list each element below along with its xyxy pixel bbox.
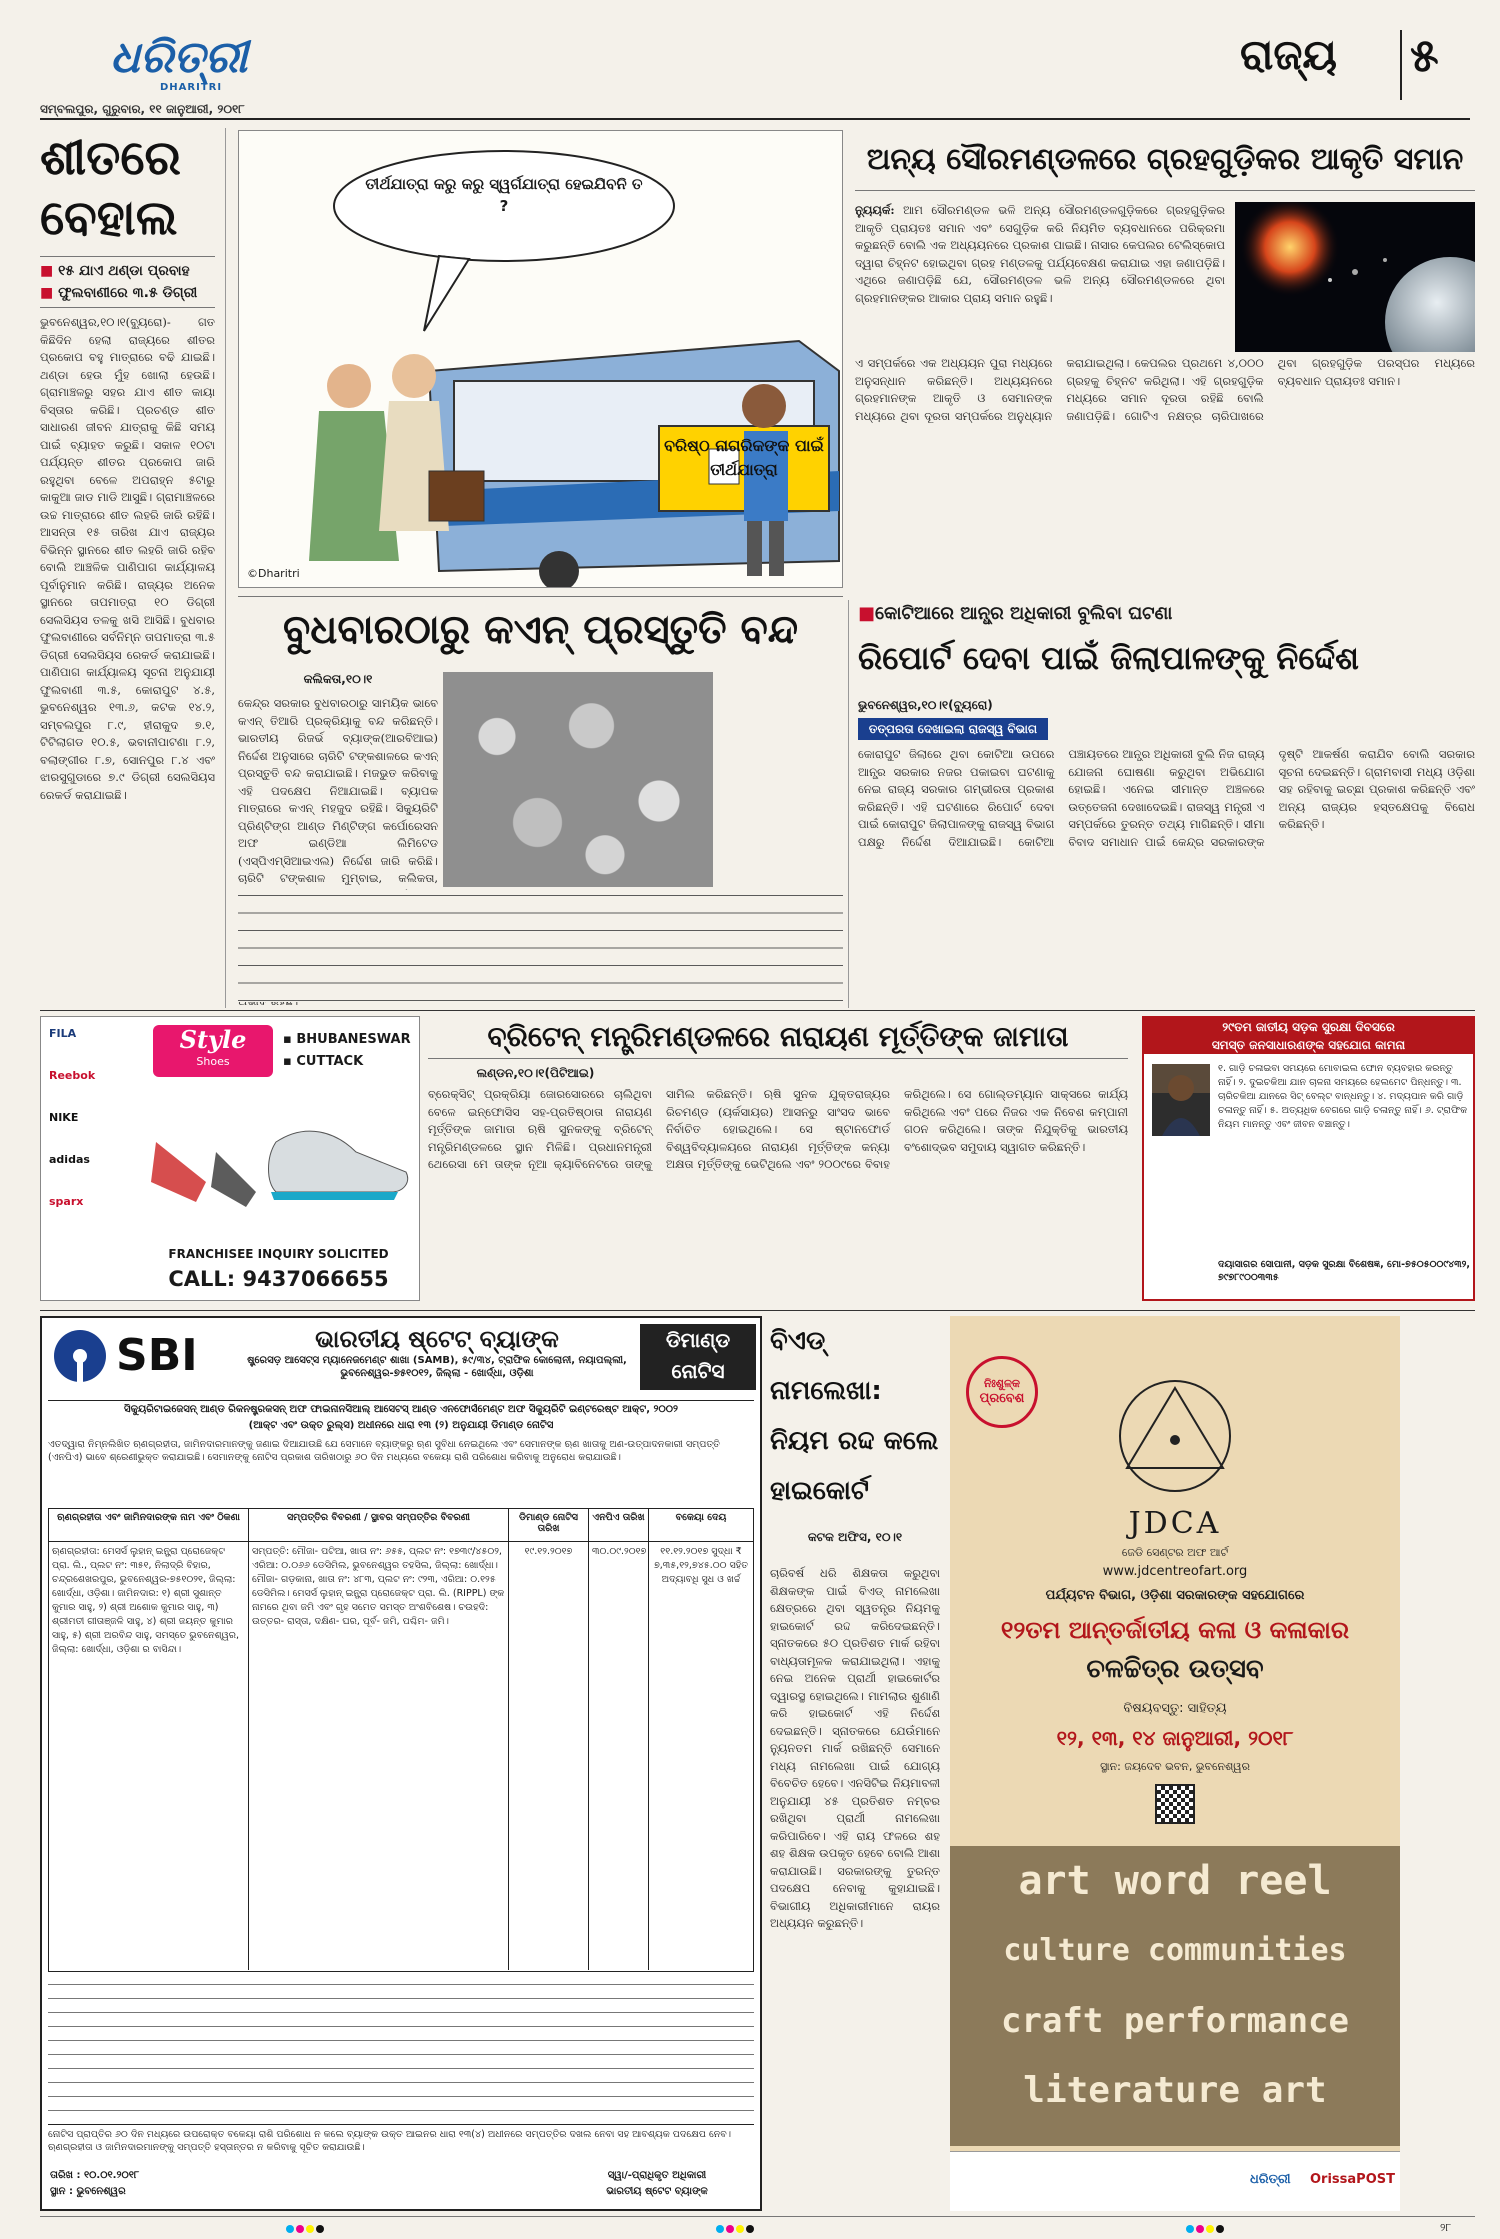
coin-body: କେନ୍ଦ୍ର ସରକାର ବୁଧବାରଠାରୁ ସାମୟିକ ଭାବେ କଏନ୍ ତିଆରି ପ୍ରକ୍ରିୟାକୁ ବନ୍ଦ କରିଛନ୍ତି। ଭାରତୀୟ ରିଜର୍ଭ ବ୍ୟାଙ୍କ(ଆରବିଆଇ) ନିର୍ଦ୍ଦେଶ ଅନୁସାରେ ଚାରିଟି ଟଙ୍କଶାଳରେ କଏନ୍ ପ୍ରସ୍ତୁତି ବନ୍ଦ କରାଯାଇଛି। ମଜଭୁତ କରିବାକୁ ଏହି ପଦକ୍ଷେପ ନିଆଯାଇଛି। ବ୍ୟାପକ ମାତ୍ରାରେ କଏନ୍ ମହଜୁଦ ରହିଛି। ସିକ୍ୟୁରିଟି ପ୍ରିଣ୍ଟିଙ୍ଗ ଆଣ୍ଡ ମିଣ୍ଟିଙ୍ଗ କର୍ପୋରେସନ ଅଫ ଇଣ୍ଡିଆ ଲିମିଟେଡ (ଏସ୍‌ପିଏମ୍‌ସିଆଇଏଲ) ନିର୍ଦ୍ଦେଶ ଜାରି କରିଛି। ଚାରିଟି ଟଙ୍କଶାଳ ମୁମ୍ବାଇ, କଲିକତା, — [238, 696, 438, 885]
style-cities: ▪ BHUBANESWAR ▪ CUTTACK — [283, 1032, 411, 1069]
star-glow — [1240, 202, 1340, 297]
safety-photo — [1152, 1064, 1210, 1136]
logo-text: ଧରିତ୍ରୀ — [110, 32, 248, 83]
cold-bullet-1: ■ ୧୫ ଯାଏ ଥଣ୍ଡା ପ୍ରବାହ — [40, 263, 190, 279]
coin-photo — [443, 672, 713, 887]
festival-theme: ବିଷୟବସ୍ତୁ: ସାହିତ୍ୟ — [1123, 1701, 1227, 1716]
jdca-festival-ad[interactable] — [950, 1316, 1400, 2211]
brand-logo-4: adidas — [49, 1153, 90, 1166]
call-number[interactable]: CALL: 9437066655 — [168, 1267, 389, 1291]
sbi-date: ତାରିଖ : ୧୦.୦୧.୨୦୧୮ — [50, 2170, 140, 2181]
britain-headline: ବ୍ରିଟେନ୍ ମନ୍ତ୍ରିମଣ୍ଡଳରେ ନାରାୟଣ ମୂର୍ତ୍ତିଙ୍କ ଜାମାତା — [428, 1016, 1128, 1059]
sbi-bank-info — [242, 1324, 632, 1396]
bus-banner-text: ବରିଷ୍ଠ ନାଗରିକଙ୍କ ପାଇଁ ତୀର୍ଥଯାତ୍ରା — [664, 436, 824, 479]
solar-body-2: ଏ ସମ୍ପର୍କରେ ଏକ ଅଧ୍ୟୟନ ପୁରା ମଧ୍ୟରେ ଅନୁସନ୍ଧାନ କରିଛନ୍ତି। ଅଧ୍ୟୟନରେ ଗ୍ରହମାନଙ୍କ ଆକୃତି ଓ ସେମାନଙ୍କ ମଧ୍ୟରେ ଥିବା ଦୂରତା ସମ୍ପର୍କରେ ଅନୁଧ୍ୟାନ କରାଯାଇଥିଲା। କେପଲର ପ୍ରଥମେ ୪,୦୦୦ ଗ୍ରହକୁ ଚିହ୍ନଟ କରିଥିଲା। ଏହି ଗ୍ରହଗୁଡ଼ିକ ମଧ୍ୟରେ ସମାନ ଦୂରତା ରହିଛି ବୋଲି ଜଣାପଡ଼ିଛି। ଗୋଟିଏ ନକ୍ଷତ୍ର ଚାରିପାଖରେ ଥିବା ଗ୍ରହଗୁଡ଼ିକ ପରସ୍ପର ମଧ୍ୟରେ ବ୍ୟବଧାନ ପ୍ରାୟତଃ ସମାନ। — [855, 356, 1475, 423]
sponsor-strip — [950, 2151, 1400, 2211]
cold-body: ଭୁବନେଶ୍ୱର,୧୦।୧(ବ୍ୟୁରୋ)- ଗତ କିଛିଦିନ ହେଲା ରାଜ୍ୟରେ ଶୀତର ପ୍ରକୋପ ବହୁ ମାତ୍ରାରେ ବଢି ଯାଇଛି। ଥଣ୍ଡା ହେଉ ମୁଁହ ଖୋଲା ହେଉଛି। ଗ୍ରାମାଞ୍ଚଳରୁ ସହର ଯାଏ ଶୀତ କାୟା ବିସ୍ତାର କରିଛି। ପ୍ରଚଣ୍ଡ ଶୀତ ସାଧାରଣ ଜୀବନ ଯାତ୍ରାକୁ କିଛି ସମୟ ପାଇଁ ବ୍ୟାହତ କରୁଛି। ସକାଳ ୧୦ଟା ପର୍ଯ୍ୟନ୍ତ ଶୀତର ପ୍ରକୋପ ଜାରି ରହୁଥିବା ବେଳେ ଅପରାହ୍ନ ୫ଟାରୁ କାକୁଆ ଜାଡ ମାଡି ଆସୁଛି। ଗ୍ରାମାଞ୍ଚଳରେ ଉଚ୍ଚ ମାତ୍ରାରେ ଶୀତ ଲହରି ଜାରି ରହିଛି। ଆସନ୍ତା ୧୫ ତାରିଖ ଯାଏ ରାଜ୍ୟର ବିଭିନ୍ନ ସ୍ଥାନରେ ଶୀତ ଲହରି ଜାରି ରହିବ ବୋଲି ଆଞ୍ଚଳିକ ପାଣିପାଗ କାର୍ଯ୍ୟାଳୟ ପୂର୍ବାନୁମାନ କରିଛି। ରାଜ୍ୟର ଅନେକ ସ୍ଥାନରେ ତାପମାତ୍ରା ୧୦ ଡିଗ୍ରୀ ସେଲସିୟସ ତଳକୁ ଖସି ଆସିଛି। ବୁଧବାର ଫୁଲବାଣୀରେ ସର୍ବନିମ୍ନ ତାପମାତ୍ରା ୩.୫ ଡିଗ୍ରୀ ସେଲସିୟସ ରେକର୍ଡ କରାଯାଇଛି। ପାଣିପାଗ କାର୍ଯ୍ୟାଳୟ ସୂଚନା ଅନୁଯାୟୀ ଫୁଲବାଣୀ ୩.୫, କୋରାପୁଟ ୪.୫, ଭୁବନେଶ୍ୱର ୧୩.୬, କଟକ ୧୪.୨, ସମ୍ବଲପୁର ୮.୯, ହୀରାକୁଦ ୭.୧, ଟିଟିଲାଗଡ ୧୦.୫, ଭବାନୀପାଟଣା ୮.୨, ବଲାଙ୍ଗୀର ୮.୭, ସୋନପୁର ୮.୪ ଏବଂ ଝାରସୁଗୁଡାରେ ୭.୯ ଡିଗ୍ରୀ ସେଲସିୟସ ରେକର୍ଡ କରାଯାଇଛି। — [40, 315, 215, 802]
cartoon — [238, 130, 843, 588]
koraput-article — [858, 600, 1475, 1005]
solar-dateline: ନ୍ୟୁୟର୍କ: — [855, 203, 895, 217]
festival-title-1: ୧୨ତମ ଆନ୍ତର୍ଜାତୀୟ କଳା ଓ କଳାକାର — [1000, 1616, 1350, 1644]
solar-headline: ଅନ୍ୟ ସୌରମଣ୍ଡଳରେ ଗ୍ରହଗୁଡ଼ିକର ଆକୃତି ସମାନ — [855, 130, 1475, 191]
sbi-sign-1: ସ୍ୱା/-ପ୍ରାଧିକୃତ ଅଧିକାରୀ — [607, 2170, 707, 2181]
shoe-display — [136, 1082, 416, 1232]
koraput-subhead: ତତ୍ପରତା ଦେଖାଇଲା ରାଜସ୍ୱ ବିଭାଗ — [858, 718, 1048, 740]
art-words-banner — [950, 1846, 1400, 2146]
bed-headline-2: ନିୟମ ରଦ୍ଦ କଲେ — [770, 1426, 939, 1456]
cartoon-credit: ©Dharitri — [247, 567, 300, 580]
britain-dateline: ଲଣ୍ଡନ,୧୦।୧(ପିଟିଆଇ) — [476, 1066, 595, 1080]
jdca-emblem — [1115, 1376, 1235, 1496]
solar-body-1-text: ଆମ ସୌରମଣ୍ଡଳ ଭଳି ଅନ୍ୟ ସୌରମଣ୍ଡଳଗୁଡ଼ିକରେ ଗ୍ରହଗୁଡ଼ିକର ଆକୃତି ପ୍ରାୟତଃ ସମାନ ଏବଂ ସେଗୁଡ଼ିକ କରି ନିୟମିତ ବ୍ୟବଧାନରେ ପରିକ୍ରମା କରୁଛନ୍ତି ବୋଲି ଏକ ଅଧ୍ୟୟନରେ ପ୍ରକାଶ ପାଇଛି। ନାସାର କେପଲର ଟେଲିସ୍କୋପ ଦ୍ୱାରା ଚିହ୍ନଟ ହୋଇଥିବା ଗ୍ରହ ମଣ୍ଡଳକୁ ପର୍ଯ୍ୟବେକ୍ଷଣ କରାଯାଇ ଏହା ଜଣାପଡ଼ିଛି। ଏଥିରେ ଜଣାପଡ଼ିଛି ଯେ, ସୌରମଣ୍ଡଳ ଭଳି ଅନ୍ୟ ସୌରମଣ୍ଡଳରେ ଥିବା ଗ୍ରହମାନଙ୍କର ଆକାର ପ୍ରାୟ ସମାନ ରହୁଛି। — [855, 203, 1225, 305]
badge-line-2: ପ୍ରବେଶ — [979, 1391, 1025, 1406]
th-property: ସମ୍ପତ୍ତିର ବିବରଣୀ / ସ୍ଥାବର ସମ୍ପତ୍ତିର ବିବରଣୀ — [249, 1509, 509, 1541]
cold-title-1: ଶୀତରେ — [40, 130, 181, 186]
jdca-url[interactable]: www.jdcentreofart.org — [1102, 1564, 1248, 1579]
demand-notice-line-1: ଡିମାଣ୍ଡ — [665, 1328, 731, 1352]
demand-notice-badge — [640, 1324, 756, 1390]
sbi-place: ସ୍ଥାନ : ଭୁବନେଶ୍ୱର — [50, 2186, 126, 2197]
bed-dateline: କଟକ ଅଫିସ, ୧୦।୧ — [807, 1530, 903, 1544]
sbi-logo-text: SBI — [116, 1330, 198, 1381]
cold-bullet-2-text: ଫୁଲବାଣୀରେ ୩.୫ ଡିଗ୍ରୀ — [58, 285, 198, 301]
sbi-demand-notice — [40, 1316, 762, 2211]
bed-body: ଚାରିବର୍ଷ ଧରି ଶିକ୍ଷକତା କରୁଥିବା ଶିକ୍ଷକଙ୍କ ପାଇଁ ବିଏଡ୍ ନାମଲେଖା କ୍ଷେତ୍ରରେ ଥିବା ସ୍ୱତନ୍ତ୍ର ନିୟମକୁ ହାଇକୋର୍ଟ ରଦ୍ଦ କରିଦେଇଛନ୍ତି। ସ୍ନାତକରେ ୫୦ ପ୍ରତିଶତ ମାର୍କ ରହିବା ବାଧ୍ୟତାମୂଳକ କରାଯାଇଥିଲା। ଏହାକୁ ନେଇ ଅନେକ ପ୍ରାର୍ଥୀ ହାଇକୋର୍ଟର ଦ୍ୱାରସ୍ଥ ହୋଇଥିଲେ। ମାମଲାର ଶୁଣାଣି କରି ହାଇକୋର୍ଟ ଏହି ନିର୍ଦ୍ଦେଶ ଦେଇଛନ୍ତି। ସ୍ନାତକରେ ଯେଉଁମାନେ ନ୍ୟୁନତମ ମାର୍କ ରଖିଛନ୍ତି ସେମାନେ ମଧ୍ୟ ନାମଲେଖା ପାଇଁ ଯୋଗ୍ୟ ବିବେଚିତ ହେବେ। ଏନସିଟିଇ ନିୟମାବଳୀ ଅନୁଯାୟୀ ୪୫ ପ୍ରତିଶତ ନମ୍ବର ରଖିଥିବା ପ୍ରାର୍ଥୀ ନାମଲେଖା କରିପାରିବେ। ଏହି ରାୟ ଫଳରେ ଶହ ଶହ ଶିକ୍ଷକ ଉପକୃତ ହେବେ ବୋଲି ଆଶା କରାଯାଉଛି। ସରକାରଙ୍କୁ ତୁରନ୍ତ ପଦକ୍ଷେପ ନେବାକୁ କୁହାଯାଇଛି। ବିଭାଗୀୟ ଅଧିକାରୀମାନେ ରାୟର ଅଧ୍ୟୟନ କରୁଛନ୍ତି। — [770, 1566, 940, 1930]
th-dues: ବକେୟା ଦେୟ — [675, 1512, 727, 1523]
brand-logo-5: sparx — [49, 1195, 84, 1208]
sbi-table-header — [48, 1508, 754, 1542]
festival-venue: ସ୍ଥାନ: ଜୟଦେବ ଭବନ, ଭୁବନେଶ୍ୱର — [1100, 1760, 1250, 1773]
sbi-branch: ଷ୍ଟ୍ରେସଡ଼ ଆସେଟ୍ସ ମ୍ୟାନେଜମେଣ୍ଟ ଶାଖା (SAMB), ୫୯/୩୪, ଟ୍ରାଫିକ କୋଲୋନୀ, ନୟାପଲ୍ଲୀ, ଭୁବନେଶ୍ୱର-୭୫୧୦୧୨, ଜିଲ୍ଲା - ଖୋର୍ଦ୍ଧା, ଓଡ଼ିଶା — [247, 1355, 627, 1379]
safety-title-1: ୨୯ତମ ଜାତୀୟ ସଡ଼କ ସୁରକ୍ଷା ଦିବସରେ — [1144, 1018, 1473, 1036]
coin-article — [238, 600, 843, 1005]
planet — [1385, 257, 1475, 352]
art-words-2: culture communities — [1003, 1933, 1347, 1968]
td-property: ସମ୍ପତ୍ତି: ମୌଜା- ପଟିଆ, ଖାତା ନଂ: ୬୫୫, ପ୍ଲଟ ନଂ: ୧୭୩୯/୪୫୦୨, ଏରିଆ: ୦.୦୬୬ ଡେସିମିଲ, ଭୁବନେଶ୍ୱର ତହସିଲ, ଜିଲ୍ଲା: ଖୋର୍ଦ୍ଧା। ମୌଜା- ଗଡ଼କାନା, ଖାତା ନଂ: ୪୮୩, ପ୍ଲଟ ନଂ: ୯୨୩, ଏରିଆ: ୦.୧୨୫ ଡେସିମିଲ। ମେସର୍ସ ଲୁହାନ୍ ଇନ୍ଫ୍ରା ପ୍ରୋଜେକ୍ଟ ପ୍ରା. ଲି. (RIPPL) ଙ୍କ ନାମରେ ଥିବା ଜମି ଏବଂ ଗୃହ ସମେତ ସମସ୍ତ ଅଂଶବିଶେଷ। ଚଉହଦି: ଉତ୍ତର- ରାସ୍ତା, ଦକ୍ଷିଣ- ଘର, ପୂର୍ବ- ଜମି, ପଶ୍ଚିମ- ଜମି। — [249, 1542, 509, 1970]
demand-notice-line-2: ନୋଟିସ — [671, 1359, 725, 1383]
brand-logo-2: Reebok — [49, 1069, 96, 1082]
brand-logo-3: NIKE — [49, 1111, 79, 1124]
cold-title-2: ବେହାଲ — [40, 190, 178, 246]
art-words-1: art word reel — [1018, 1858, 1332, 1904]
suitcase — [429, 471, 484, 521]
color-marks-3 — [1186, 2225, 1224, 2233]
road-safety-ad — [1142, 1016, 1475, 1301]
td-borrower: ଋଣଗ୍ରହୀତା: ମେସର୍ସ ଲୁହାନ୍ ଇନ୍ଫ୍ରା ପ୍ରୋଜେକ୍ଟ ପ୍ରା. ଲି., ପ୍ଲଟ ନଂ: ୩୫୧, ନିଲାଦ୍ରି ବିହାର, ଚନ୍ଦ୍ରଶେଖରପୁର, ଭୁବନେଶ୍ୱର-୭୫୧୦୨୧, ଜିଲ୍ଲା: ଖୋର୍ଦ୍ଧା, ଓଡ଼ିଶା। ଜାମିନଦାର: ୧) ଶ୍ରୀ ସୁଶାନ୍ତ କୁମାର ସାହୁ, ୨) ଶ୍ରୀ ଅଶୋକ କୁମାର ସାହୁ, ୩) ଶ୍ରୀମତୀ ଗୀତାଞ୍ଜଳି ସାହୁ, ୪) ଶ୍ରୀ ଜୟନ୍ତ କୁମାର ସାହୁ, ୫) ଶ୍ରୀ ଅରବିନ୍ଦ ସାହୁ, ସମସ୍ତେ ଭୁବନେଶ୍ୱର, ଜିଲ୍ଲା: ଖୋର୍ଦ୍ଧା, ଓଡ଼ିଶା ର ବାସିନ୍ଦା। — [49, 1542, 249, 1970]
sbi-intro: ଏତଦ୍ୱାରା ନିମ୍ନଲିଖିତ ଋଣଗ୍ରହୀତା, ଜାମିନଦାରମାନଙ୍କୁ ଜଣାଇ ଦିଆଯାଉଛି ଯେ ସେମାନେ ବ୍ୟାଙ୍କରୁ ଋଣ ସୁବିଧା ନେଇଥିଲେ ଏବଂ ସେମାନଙ୍କ ଋଣ ଖାତାକୁ ଅଣ-ଉତ୍ପାଦନକାରୀ ସମ୍ପତ୍ତି (ଏନପିଏ) ଭାବେ ଶ୍ରେଣୀଭୁକ୍ତ କରାଯାଇଛି। ସେମାନଙ୍କୁ ନୋଟିସ ପ୍ରକାଶ ତାରିଖଠାରୁ ୬୦ ଦିନ ମଧ୍ୟରେ ବକେୟା ରାଶି ପରିଶୋଧ କରିବାକୁ ଅନୁରୋଧ କରାଯାଉଛି। — [48, 1439, 720, 1463]
brand-logos — [49, 1027, 119, 1237]
style-brand-sub: Shoes — [196, 1055, 230, 1068]
th-borrower: ଋଣଗ୍ରହୀତା ଏବଂ ଜାମିନଦାରଙ୍କ ନାମ ଏବଂ ଠିକଣା — [49, 1509, 249, 1541]
art-words-4: literature art — [1023, 2070, 1327, 2111]
coin-headline: ବୁଧବାରଠାରୁ କଏନ୍ ପ୍ରସ୍ତୁତି ବନ୍ଦ — [282, 607, 799, 653]
old-man-head — [392, 354, 436, 398]
safety-signature: ଦୟାସାଗର ସୋପାନୀ, ସଡ଼କ ସୁରକ୍ଷା ବିଶେଷଜ୍ଞ, ମୋ-୭୫୦୫୦୦୯୪୩୨, ୭୯୭୮୯୦୦୩୩୫ — [1218, 1259, 1470, 1283]
festival-title-2: ଚଳଚ୍ଚିତ୍ର ଉତ୍ସବ — [1086, 1654, 1264, 1684]
sbi-sign-2: ଭାରତୀୟ ଷ୍ଟେଟ ବ୍ୟାଙ୍କ — [606, 2186, 708, 2197]
cold-bullet-2: ■ ଫୁଲବାଣୀରେ ୩.୫ ଡିଗ୍ରୀ — [40, 285, 198, 301]
sbi-bank-name: ଭାରତୀୟ ଷ୍ଟେଟ୍ ବ୍ୟାଙ୍କ — [315, 1325, 559, 1353]
old-woman-head — [327, 364, 371, 408]
color-marks-2 — [716, 2225, 754, 2233]
art-words-3: craft performance — [1001, 2001, 1349, 2041]
td-dues: ୧୧.୧୨.୨୦୧୭ ସୁଦ୍ଧା ₹ ୭,୩୫,୧୨,୭୪୫.୦୦ ସହିତ ଅଦ୍ୟାବଧି ସୁଧ ଓ ଖର୍ଚ୍ଚ — [653, 1546, 749, 1585]
bed-headline-3: ହାଇକୋର୍ଟ — [770, 1476, 869, 1506]
style-shoes-ad[interactable] — [40, 1016, 420, 1301]
koraput-dateline: ଭୁବନେଶ୍ୱର,୧୦।୧(ବ୍ୟୁରୋ) — [858, 698, 993, 712]
footer-mark: ୨୮ — [1440, 2221, 1452, 2234]
britain-body: ବ୍ରେକ୍ସିଟ୍ ପ୍ରକ୍ରିୟା ଜୋରସୋରରେ ଚାଲିଥିବା ବେଳେ ଇନ୍ଫୋସିସ ସହ-ପ୍ରତିଷ୍ଠାତା ନାରାୟଣ ମୂର୍ତ୍ତିଙ୍କ ଜାମାତା ଋଷି ସୁନକଙ୍କୁ ବ୍ରିଟେନ୍ ମନ୍ତ୍ରିମଣ୍ଡଳରେ ସ୍ଥାନ ମିଳିଛି। ପ୍ରଧାନମନ୍ତ୍ରୀ ଥେରେସା ମେ ତାଙ୍କ ନୂଆ କ୍ୟାବିନେଟରେ ତାଙ୍କୁ ସାମିଲ କରିଛନ୍ତି। ଋଷି ସୁନକ ଯୁକ୍ତରାଜ୍ୟର ରିଚମଣ୍ଡ (ୟର୍କସାୟର) ଆସନରୁ ସାଂସଦ ଭାବେ ନିର୍ବାଚିତ ହୋଇଥିଲେ। ସେ ଷ୍ଟାନଫୋର୍ଡ ବିଶ୍ୱବିଦ୍ୟାଳୟରେ ନାରାୟଣ ମୂର୍ତ୍ତିଙ୍କ କନ୍ୟା ଅକ୍ଷତା ମୂର୍ତ୍ତିଙ୍କୁ ଭେଟିଥିଲେ ଏବଂ ୨୦୦୯ରେ ବିବାହ କରିଥିଲେ। ସେ ଗୋଲ୍ଡମ୍ୟାନ ସାକ୍ସରେ କାର୍ଯ୍ୟ କରିଥିଲେ ଏବଂ ପରେ ନିଜର ଏକ ନିବେଶ କମ୍ପାନୀ ଗଠନ କରିଥିଲେ। ତାଙ୍କ ନିଯୁକ୍ତିକୁ ଭାରତୀୟ ବଂଶୋଦ୍ଭବ ସମୁଦାୟ ସ୍ୱାଗତ କରିଛନ୍ତି। — [428, 1087, 1128, 1171]
sbi-logo — [50, 1326, 230, 1386]
td-notice-date: ୧୯.୧୨.୨୦୧୭ — [509, 1542, 589, 1970]
th-notice-date: ଡିମାଣ୍ଡ ନୋଟିସ ତାରିଖ — [509, 1509, 589, 1541]
koraput-kicker: ■କୋଟିଆରେ ଆନ୍ଧ୍ର ଅଧିକାରୀ ବୁଲିବା ଘଟଣା — [858, 603, 1173, 624]
page-number — [1410, 28, 1470, 98]
franchise-text: FRANCHISEE INQUIRY SOLICITED — [168, 1247, 389, 1261]
sponsor-1: ଧରିତ୍ରୀ — [1250, 2172, 1291, 2187]
free-entry-badge — [966, 1356, 1038, 1428]
masthead — [0, 0, 1500, 120]
jdca-name: ଜେଡି ସେଣ୍ଟର ଅଫ ଆର୍ଟ — [1121, 1546, 1229, 1559]
sbi-more-rows — [48, 1978, 754, 2118]
coin-body-continued — [238, 890, 843, 1002]
jdca-support: ପର୍ଯ୍ୟଟନ ବିଭାଗ, ଓଡ଼ିଶା ସରକାରଙ୍କ ସହଯୋଗରେ — [1045, 1588, 1305, 1603]
speech-text: ତୀର୍ଥଯାତ୍ରା କରୁ କରୁ ସ୍ୱର୍ଗଯାତ୍ରା ହେଇଯିବନି ତ ? — [365, 175, 643, 215]
conductor-head — [742, 384, 786, 428]
solar-image — [1235, 202, 1475, 352]
safety-body: ୧. ଗାଡ଼ି ଚଳାଇବା ସମୟରେ ମୋବାଇଲ ଫୋନ ବ୍ୟବହାର କରନ୍ତୁ ନାହିଁ। ୨. ଦୁଇଚକିଆ ଯାନ ଚାଳନା ସମୟରେ ହେଲମେଟ ପିନ୍ଧନ୍ତୁ। ୩. ଚାରିଚକିଆ ଯାନରେ ସିଟ୍ ବେଲ୍ଟ ବାନ୍ଧନ୍ତୁ। ୪. ମଦ୍ୟପାନ କରି ଗାଡ଼ି ଚଳାନ୍ତୁ ନାହିଁ। ୫. ଅତ୍ୟଧିକ ବେଗରେ ଗାଡ଼ି ଚଳାନ୍ତୁ ନାହିଁ। ୬. ଟ୍ରାଫିକ ନିୟମ ମାନନ୍ତୁ ଏବଂ ଜୀବନ ବଞ୍ଚାନ୍ତୁ। — [1218, 1063, 1468, 1130]
bed-article — [770, 1316, 940, 2211]
cold-bullet-1-text: ୧୫ ଯାଏ ଥଣ୍ଡା ପ୍ରବାହ — [58, 263, 190, 279]
koraput-kicker-text: କୋଟିଆରେ ଆନ୍ଧ୍ର ଅଧିକାରୀ ବୁଲିବା ଘଟଣା — [875, 603, 1173, 624]
sbi-act-line: ସିକ୍ୟୁରିଟାଇଜେସନ୍ ଆଣ୍ଡ ରିକନଷ୍ଟ୍ରକସନ୍ ଅଫ ଫାଇନାନସିଆଲ୍ ଆସେଟସ୍ ଆଣ୍ଡ ଏନଫୋର୍ସମେଣ୍ଟ ଅଫ ସିକ୍ୟୁରିଟି ଇଣ୍ଟରେଷ୍ଟ ଆକ୍ଟ, ୨୦୦୨ — [124, 1404, 678, 1415]
color-marks-1 — [286, 2225, 324, 2233]
festival-dates: ୧୨, ୧୩, ୧୪ ଜାନୁଆରୀ, ୨୦୧୮ — [1056, 1726, 1294, 1750]
logo-subtext: DHARITRI — [160, 82, 223, 93]
sbi-act-sub: (ଆକ୍ଟ ଏବଂ ଉକ୍ତ ରୁଲ୍ସ) ଅଧୀନରେ ଧାରା ୧୩ (୨) ଅନୁଯାୟୀ ଡିମାଣ୍ଡ ନୋଟିସ — [248, 1420, 554, 1431]
badge-line-1: ନିଃଶୁଳ୍କ — [983, 1377, 1021, 1390]
city-1: BHUBANESWAR — [296, 1032, 411, 1047]
sbi-table-row — [48, 1542, 754, 1972]
bed-headline-1: ବିଏଡ୍ ନାମଲେଖା: — [770, 1326, 882, 1406]
logo — [40, 30, 340, 95]
section-label — [1240, 30, 1390, 90]
brand-logo-1: FILA — [49, 1027, 77, 1040]
solar-body-1 — [855, 202, 1225, 352]
th-npa-date: ଏନପିଏ ତାରିଖ — [589, 1509, 649, 1541]
jdca-logo-text: JDCA — [1128, 1506, 1222, 1541]
sbi-footer-text: ନୋଟିସ ପ୍ରାପ୍ତିର ୬୦ ଦିନ ମଧ୍ୟରେ ଉପରୋକ୍ତ ବକେୟା ରାଶି ପରିଶୋଧ ନ କଲେ ବ୍ୟାଙ୍କ ଉକ୍ତ ଆଇନର ଧାରା ୧୩(୪) ଅଧୀନରେ ସମ୍ପତ୍ତିର ଦଖଲ ନେବା ସହ ଆବଶ୍ୟକ ପଦକ୍ଷେପ ନେବ। ଋଣଗ୍ରହୀତା ଓ ଜାମିନଦାରମାନଙ୍କୁ ସମ୍ପତ୍ତି ହସ୍ତାନ୍ତର ନ କରିବାକୁ ସୂଚିତ କରାଯାଉଛି। — [48, 2124, 754, 2166]
dateline: ସମ୍ବଲପୁର, ଗୁରୁବାର, ୧୧ ଜାନୁଆରୀ, ୨୦୧୮ — [40, 102, 245, 116]
qr-code[interactable] — [1155, 1784, 1195, 1824]
safety-title-2: ସମସ୍ତ ଜନସାଧାରଣଙ୍କ ସହଯୋଗ କାମନା — [1144, 1036, 1473, 1054]
style-brand-name: Style — [179, 1025, 247, 1054]
city-2: CUTTACK — [296, 1054, 364, 1069]
cold-wave-article — [40, 128, 215, 1008]
page-number-text: ୫ — [1410, 28, 1439, 82]
britain-article — [428, 1016, 1128, 1301]
sponsor-2: OrissaPOST — [1310, 2172, 1395, 2187]
solar-article — [855, 130, 1475, 585]
section-title: ରାଜ୍ୟ — [1240, 30, 1338, 79]
dateline-bar — [40, 98, 350, 118]
td-npa-date: ୩୦.୦୯.୨୦୧୭ — [589, 1542, 649, 1970]
style-brand-badge — [153, 1025, 273, 1077]
coin-dateline: କଲିକତା,୧୦।୧ — [303, 672, 373, 686]
footer-registration-marks — [0, 2220, 1500, 2239]
koraput-body: କୋରାପୁଟ ଜିଲାରେ ଥିବା କୋଟିଆ ଉପରେ ଆନ୍ଧ୍ର ସରକାର ନଜର ପକାଇବା ଘଟଣାକୁ ନେଇ ରାଜ୍ୟ ସରକାର ଗମ୍ଭୀରତା ପ୍ରକାଶ କରିଛନ୍ତି। ଏହି ଘଟଣାରେ ରିପୋର୍ଟ ଦେବା ପାଇଁ କୋରାପୁଟ ଜିଲାପାଳଙ୍କୁ ରାଜସ୍ୱ ବିଭାଗ ପକ୍ଷରୁ ନିର୍ଦ୍ଦେଶ ଦିଆଯାଇଛି। କୋଟିଆ ପଞ୍ଚାୟତରେ ଆନ୍ଧ୍ର ଅଧିକାରୀ ବୁଲି ନିଜ ରାଜ୍ୟ ଯୋଜନା ଘୋଷଣା କରୁଥିବା ଅଭିଯୋଗ ହୋଇଛି। ଏନେଇ ସୀମାନ୍ତ ଅଞ୍ଚଳରେ ଉତ୍ତେଜନା ଦେଖାଦେଇଛି। ରାଜସ୍ୱ ମନ୍ତ୍ରୀ ଏ ସମ୍ପର୍କରେ ତୁରନ୍ତ ତଥ୍ୟ ମାଗିଛନ୍ତି। ସୀମା ବିବାଦ ସମାଧାନ ପାଇଁ କେନ୍ଦ୍ର ସରକାରଙ୍କ ଦୃଷ୍ଟି ଆକର୍ଷଣ କରାଯିବ ବୋଲି ସରକାର ସୂଚନା ଦେଇଛନ୍ତି। ଗ୍ରାମବାସୀ ମଧ୍ୟ ଓଡ଼ିଶା ସହ ରହିବାକୁ ଇଚ୍ଛା ପ୍ରକାଶ କରିଛନ୍ତି ଏବଂ ଅନ୍ୟ ରାଜ୍ୟର ହସ୍ତକ୍ଷେପକୁ ବିରୋଧ କରିଛନ୍ତି। — [858, 747, 1475, 849]
koraput-headline: ରିପୋର୍ଟ ଦେବା ପାଇଁ ଜିଲାପାଳଙ୍କୁ ନିର୍ଦ୍ଦେଶ — [858, 639, 1359, 677]
